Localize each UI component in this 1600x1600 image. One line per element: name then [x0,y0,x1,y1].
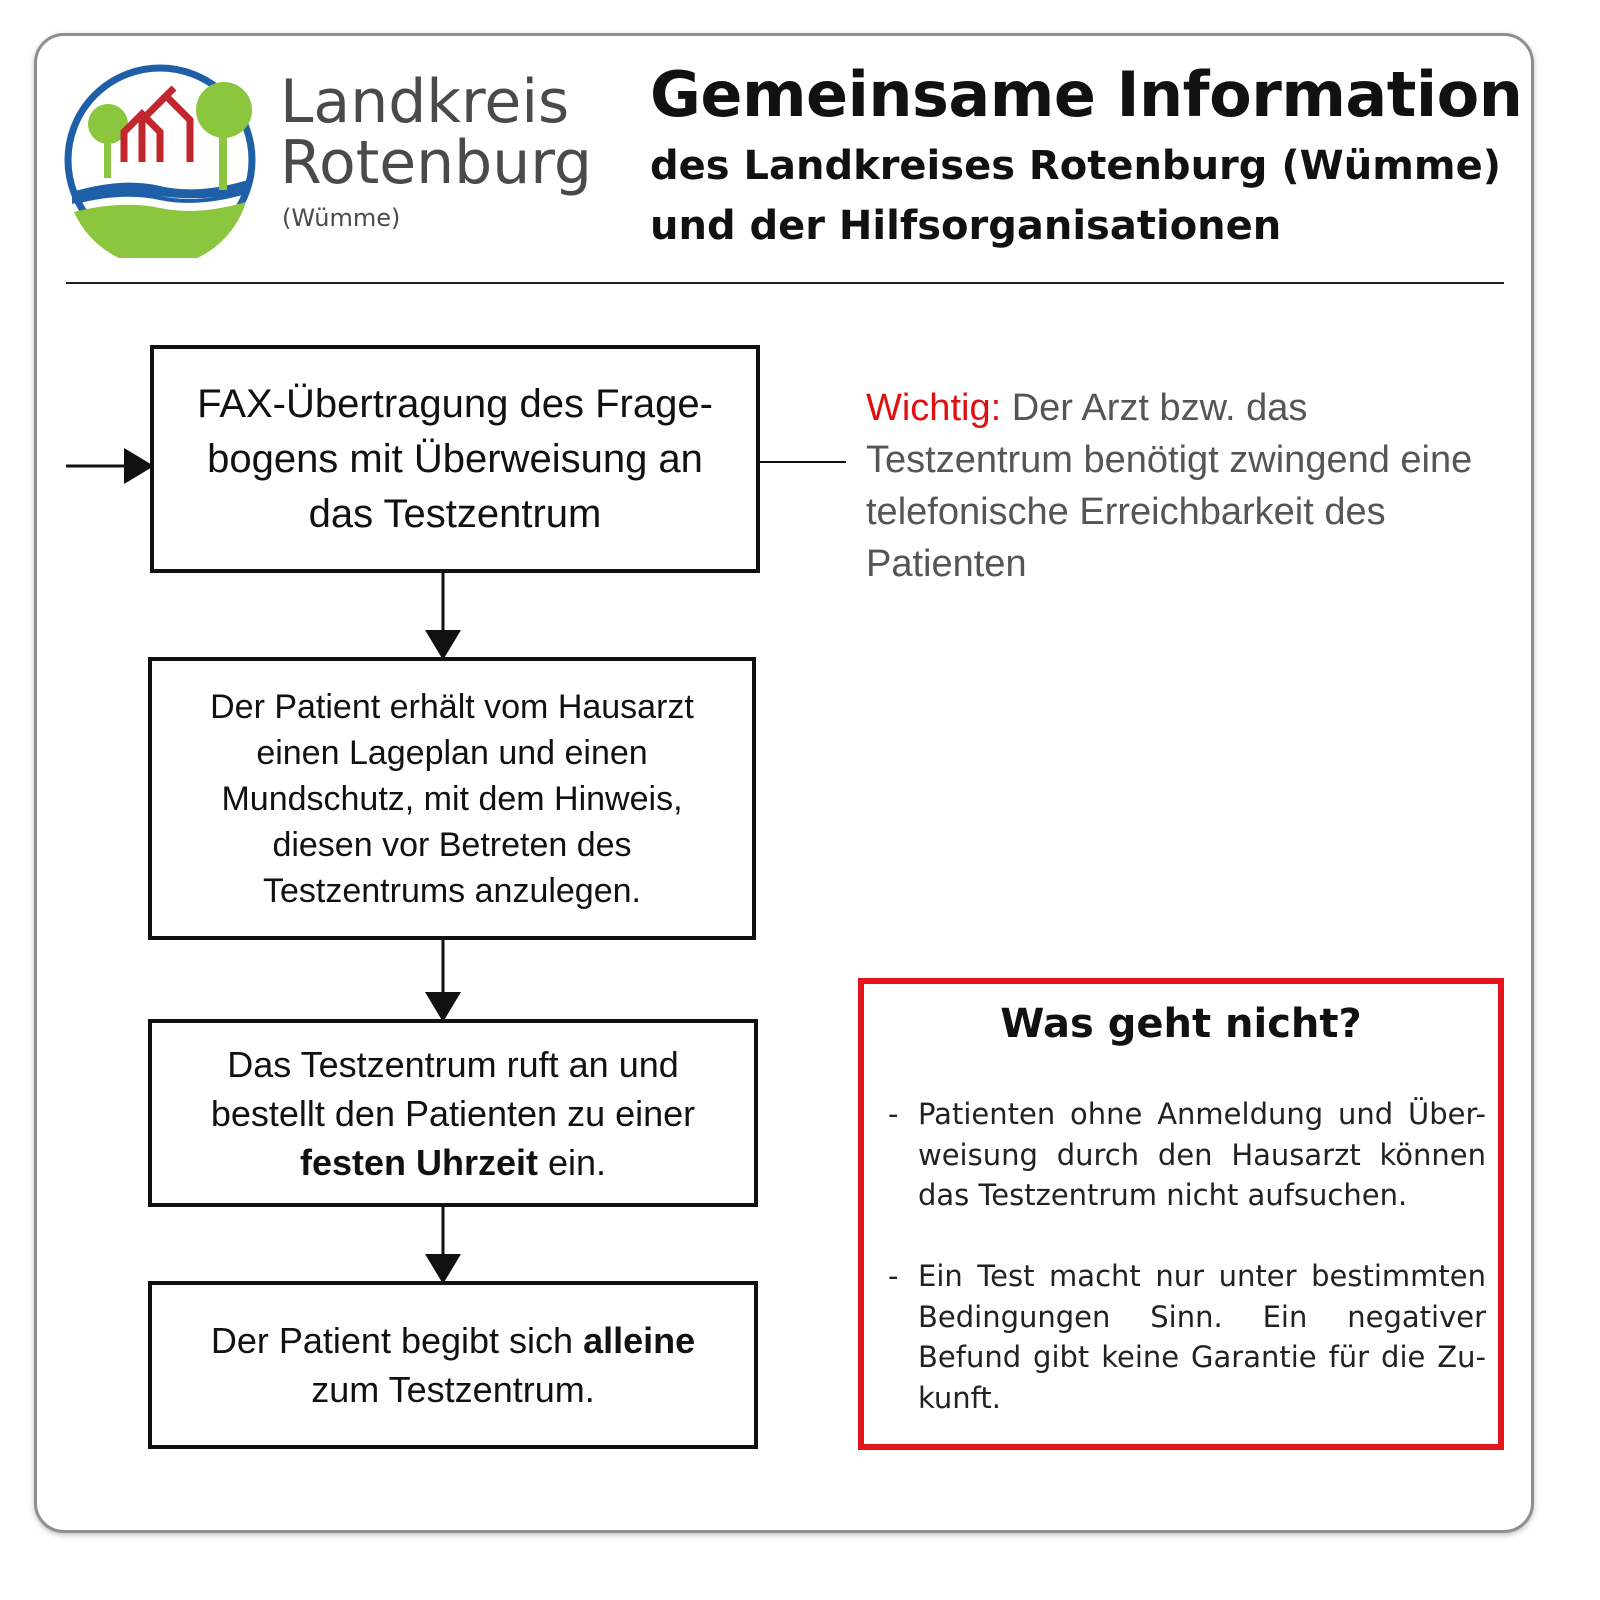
warning-title: Was geht nicht? [1000,1001,1362,1047]
important-note [866,382,1486,590]
subtitle-line-1: des Landkreises Rotenburg (Wümme) [650,143,1501,189]
warning-item-1 [888,1094,1486,1216]
flow-step-4-pre: Der Patient begibt sich [210,1320,584,1361]
flow-step-4-bold: alleine [583,1320,696,1361]
flow-step-3-text [183,1040,723,1187]
brand-line-1: Landkreis [280,67,570,137]
arrow-3-head [425,1254,461,1284]
flow-step-3-post: ein. [538,1141,607,1183]
warning-item-1-dash: - [888,1097,899,1131]
page-title: Gemeinsame Information [650,58,1523,131]
flow-step-1 [150,345,760,573]
flow-step-3-pre: Das Testzentrum ruft an und bestellt den Patienten zu einer [210,1043,696,1134]
important-text: Der Arzt bzw. das Testzentrum benötigt zwingend eine telefonische Erreichbarkeit des Patienten [866,387,1473,585]
flow-step-1-text: FAX-Übertragung des Frage-bogens mit Überweisung an das Testzentrum [197,381,713,536]
arrow-1-head [425,630,461,660]
flow-step-4-text [183,1316,723,1414]
flow-step-4-post: zum Testzentrum. [311,1369,595,1410]
flow-step-2 [148,657,756,940]
flow-step-2-text: Der Patient erhält vom Hausarzt einen Lageplan und einen Mundschutz, mit dem Hinweis, diesen vor Betreten des Testzentrums anzulegen. [210,687,694,910]
brand-line-2: Rotenburg [280,128,592,198]
flow-step-3 [148,1019,758,1207]
flow-step-4 [148,1281,758,1449]
flow-step-3-bold: festen Uhrzeit [299,1141,538,1183]
warning-item-2-text: Ein Test macht nur unter bestimmten Bedingungen Sinn. Ein negativer Befund gibt keine Garantie für die Zu-kunft. [918,1259,1486,1415]
brand-region: (Wümme) [282,204,401,232]
warning-box [858,978,1504,1450]
subtitle-line-2: und der Hilfsorganisationen [650,203,1282,249]
arrow-2-head [425,992,461,1022]
important-keyword: Wichtig: [866,387,1002,429]
warning-item-2 [888,1256,1486,1418]
warning-item-1-text: Patienten ohne Anmeldung und Über-weisung durch den Hausarzt können das Testzentrum nicht aufsuchen. [918,1097,1486,1212]
warning-item-2-dash: - [888,1259,899,1293]
